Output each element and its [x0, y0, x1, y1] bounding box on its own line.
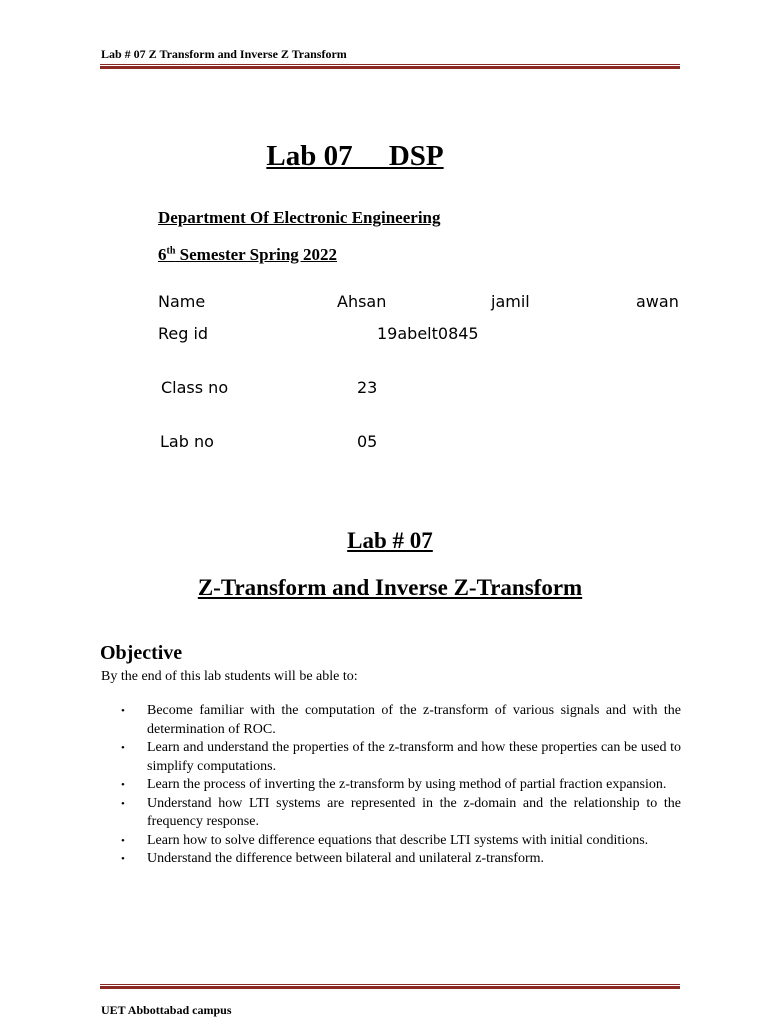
- objective-item-text: Learn the process of inverting the z-transform by using method of partial fraction expansion.: [147, 777, 667, 792]
- list-item: [121, 739, 681, 776]
- objective-item-text: Learn how to solve difference equations that describe LTI systems with initial conditions.: [147, 832, 649, 848]
- list-item: [121, 850, 681, 869]
- department-name: Department Of Electronic Engineering: [158, 208, 441, 227]
- lab-label: Lab no: [160, 432, 214, 451]
- semester-suffix: th: [166, 245, 176, 257]
- objective-item-text: Understand how LTI systems are represented in the z-domain and the relationship to the frequency response.: [147, 795, 681, 829]
- name-label: Name: [158, 292, 206, 311]
- list-item: [121, 795, 681, 832]
- lab-value: 05: [357, 432, 378, 451]
- class-value: 23: [357, 378, 378, 397]
- semester-ordinal: 6: [158, 245, 167, 264]
- lab-title-heading: Z-Transform and Inverse Z-Transform: [197, 575, 583, 600]
- name-first: Ahsan: [337, 292, 387, 311]
- bullet-icon: •: [121, 705, 125, 717]
- objective-heading: Objective: [100, 642, 183, 664]
- objective-item-text: Learn and understand the properties of the z-transform and how these properties can be used to simplify computations.: [147, 740, 681, 774]
- semester-line: [158, 245, 337, 265]
- objective-item-text: Understand the difference between bilateral and unilateral z-transform.: [147, 851, 545, 866]
- name-last: awan: [636, 292, 679, 311]
- page-footer: UET Abbottabad campus: [101, 1003, 232, 1017]
- document-title: Lab 07 DSP: [266, 140, 444, 172]
- list-item: [121, 702, 681, 739]
- bullet-icon: •: [121, 853, 125, 865]
- header-rule: [100, 64, 680, 69]
- page-header: Lab # 07 Z Transform and Inverse Z Transform: [101, 47, 347, 61]
- reg-value: 19abelt0845: [377, 324, 479, 343]
- name-middle: jamil: [491, 292, 530, 311]
- list-item: [121, 832, 681, 851]
- footer-rule: [100, 984, 680, 989]
- bullet-icon: •: [121, 797, 125, 810]
- reg-label: Reg id: [158, 324, 209, 343]
- semester-rest: Semester Spring 2022: [175, 245, 338, 264]
- class-label: Class no: [161, 378, 229, 397]
- bullet-icon: •: [121, 834, 125, 847]
- bullet-icon: •: [121, 779, 125, 791]
- objective-intro: By the end of this lab students will be able to:: [101, 669, 358, 684]
- lab-number-heading: Lab # 07: [347, 528, 433, 553]
- objective-item-text: Become familiar with the computation of the z-transform of various signals and with the determination of ROC.: [147, 703, 681, 737]
- objective-list: [121, 702, 681, 869]
- list-item: [121, 776, 681, 795]
- bullet-icon: •: [121, 742, 125, 754]
